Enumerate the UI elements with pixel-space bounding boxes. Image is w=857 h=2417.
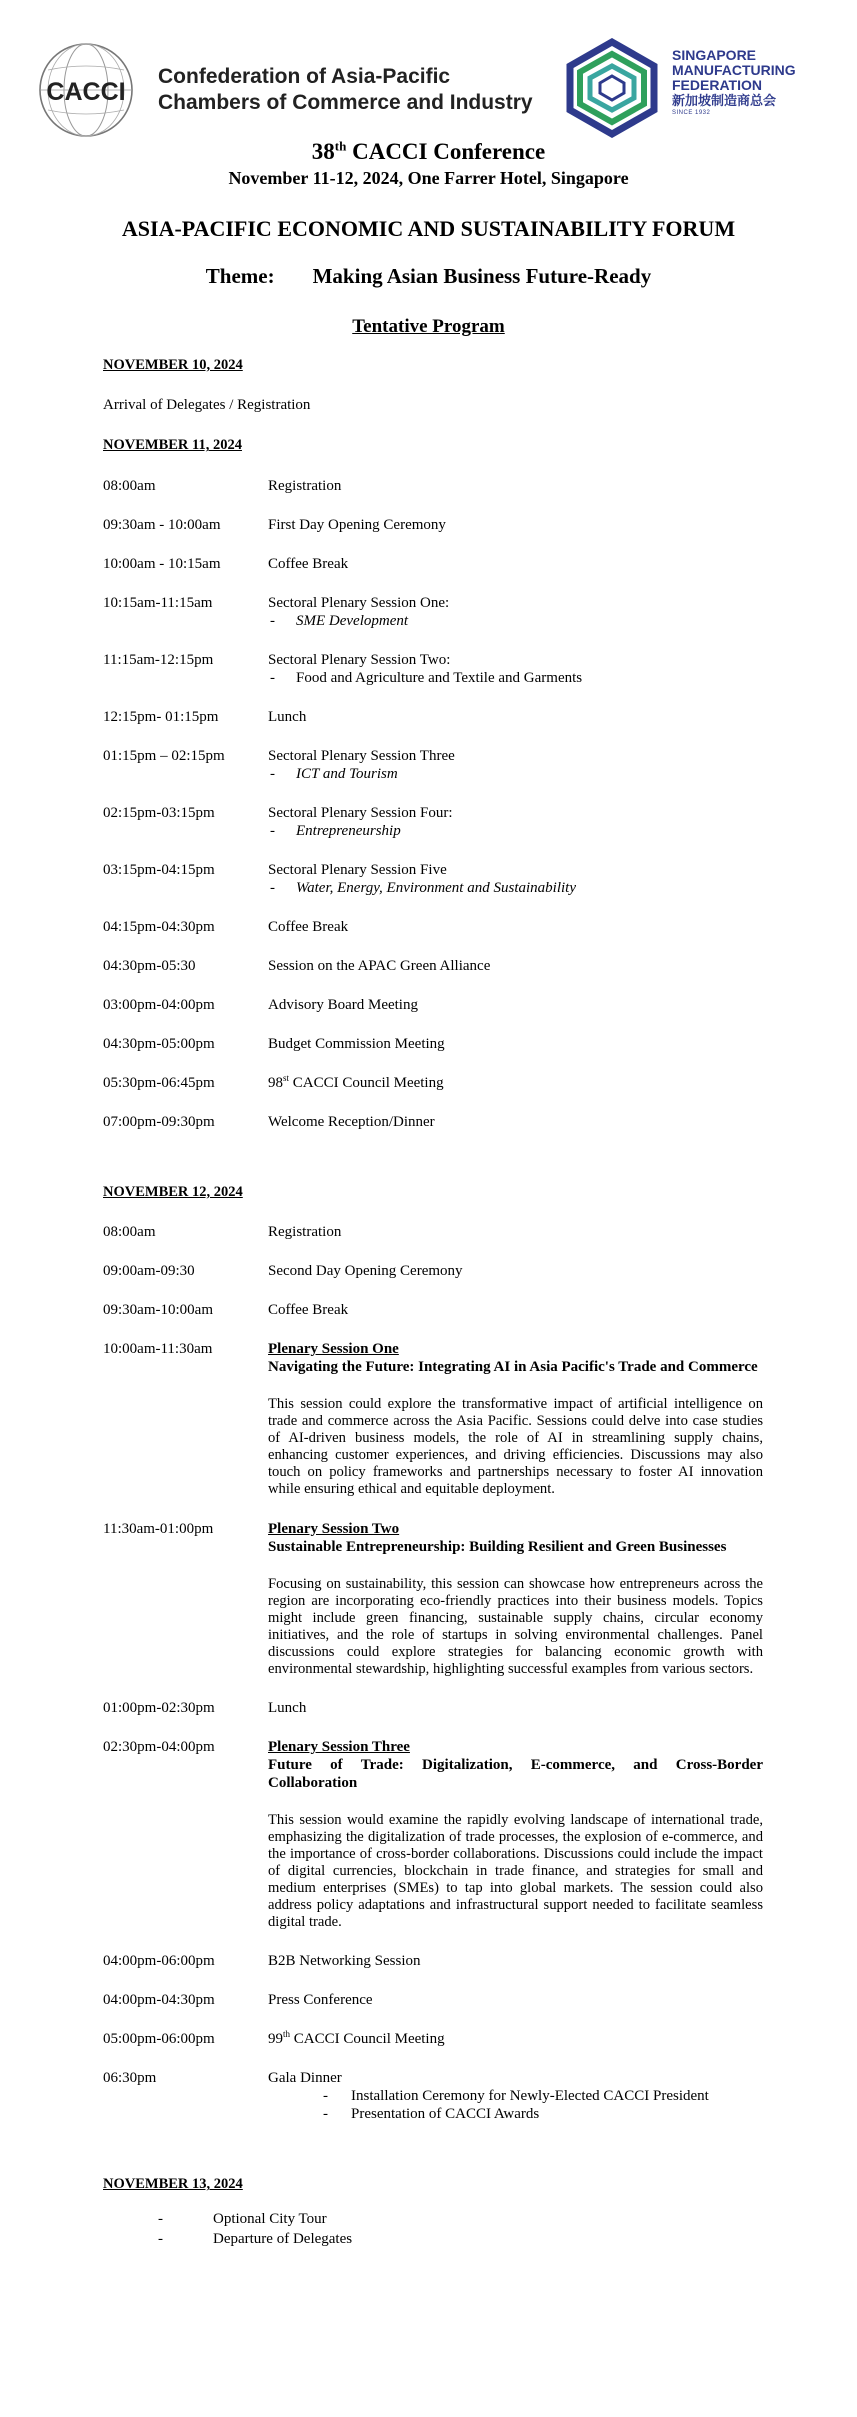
arrival-text: Arrival of Delegates / Registration: [103, 397, 311, 414]
list-item: - Optional City Tour: [158, 2210, 327, 2227]
row-event: Coffee Break: [268, 918, 349, 935]
schedule-row: [103, 918, 763, 936]
row-time: 03:15pm-04:15pm: [103, 861, 215, 878]
theme-label: Theme:: [205, 264, 275, 288]
row-time: 11:30am-01:00pm: [103, 1520, 214, 1537]
forum-title: ASIA-PACIFIC ECONOMIC AND SUSTAINABILITY FORUM: [121, 216, 736, 241]
row-event: First Day Opening Ceremony: [268, 516, 446, 533]
tentative-program-heading: Tentative Program: [352, 316, 505, 337]
row-event: 99th CACCI Council Meeting: [268, 2029, 445, 2048]
schedule-row: [103, 651, 763, 687]
cacci-logo-text: CACCI: [46, 78, 126, 106]
row-event: Welcome Reception/Dinner: [268, 1113, 435, 1130]
row-time: 02:30pm-04:00pm: [103, 1738, 215, 1755]
schedule-row: [103, 996, 763, 1014]
row-subitem: - Water, Energy, Environment and Sustainability: [270, 879, 576, 896]
schedule-row: [103, 1223, 763, 1241]
schedule-row: [103, 747, 763, 783]
schedule-row: [103, 555, 763, 573]
smf-hexagon-logo: [560, 38, 664, 138]
row-event: Registration: [268, 477, 342, 494]
row-subitem: - Entrepreneurship: [270, 822, 401, 839]
row-event: Sectoral Plenary Session Five: [268, 861, 447, 878]
header: [0, 34, 857, 144]
conference-title-rest: CACCI Conference: [346, 139, 546, 164]
smf-line-1: SINGAPORE: [672, 47, 757, 63]
subitem-text: Water, Energy, Environment and Sustainability: [296, 879, 576, 896]
row-event: Budget Commission Meeting: [268, 1035, 445, 1052]
row-time: 10:15am-11:15am: [103, 594, 213, 611]
schedule-row: [103, 477, 763, 495]
schedule-row: [103, 2030, 763, 2048]
org-line-2: Chambers of Commerce and Industry: [158, 91, 533, 114]
row-time: 10:00am-11:30am: [103, 1341, 213, 1358]
plenary-title: Plenary Session Two: [268, 1520, 400, 1537]
schedule-row: [103, 708, 763, 726]
row-event: Sectoral Plenary Session Three: [268, 747, 455, 764]
row-time: 04:00pm-06:00pm: [103, 1953, 215, 1970]
row-time: 07:00pm-09:30pm: [103, 1113, 215, 1130]
row-time: 09:30am-10:00am: [103, 1302, 213, 1319]
gala-subitems: [268, 2087, 763, 2123]
row-time: 11:15am-12:15pm: [103, 651, 214, 668]
row-event: B2B Networking Session: [268, 1953, 421, 1970]
gala-subitem: - Presentation of CACCI Awards: [323, 2106, 540, 2123]
schedule-row: [103, 1074, 763, 1092]
list-item: - Departure of Delegates: [158, 2230, 353, 2247]
smf-chinese-name: 新加坡制造商总会: [672, 93, 777, 108]
row-event: Sectoral Plenary Session Two:: [268, 651, 451, 668]
theme-text: Making Asian Business Future-Ready: [312, 264, 652, 288]
schedule-row: [103, 861, 763, 897]
plenary-description: This session would examine the rapidly evolving landscape of international trade, emphasizing the digitalization of trade processes, the explosion of e-commerce, and the importance of cross-border collaborations. Discussions could include the impact of digital currencies, blockchain in trade finance, and strategies for small and medium enterprises (SMEs) to tap into global markets. The session could also address policy adaptations and infrastructural support needed to facilitate seamless digital trade.: [268, 1811, 763, 1931]
plenary-session-row: [103, 1520, 763, 1678]
subitem-text: Entrepreneurship: [296, 822, 401, 839]
plenary-title: Plenary Session Three: [268, 1738, 410, 1755]
row-time: 04:15pm-04:30pm: [103, 918, 215, 935]
row-event: Coffee Break: [268, 555, 349, 572]
row-time: 04:30pm-05:30: [103, 957, 196, 974]
schedule-row: [103, 1699, 763, 1717]
nov-13-items: [103, 2210, 763, 2248]
day-heading-nov-11: NOVEMBER 11, 2024: [103, 437, 242, 454]
row-event: Coffee Break: [268, 1302, 349, 1319]
org-line-1: Confederation of Asia-Pacific: [158, 65, 451, 88]
theme-line: [0, 264, 857, 289]
gala-row: [103, 2069, 763, 2123]
schedule-row: [103, 1113, 763, 1131]
plenary-session-row: [103, 1738, 763, 1931]
row-event: Session on the APAC Green Alliance: [268, 957, 491, 974]
row-time: 04:00pm-04:30pm: [103, 1992, 215, 2009]
row-subitem: - SME Development: [270, 612, 409, 629]
smf-line-3: FEDERATION: [672, 77, 762, 93]
row-time: 09:30am - 10:00am: [103, 516, 221, 533]
row-event: Advisory Board Meeting: [268, 996, 418, 1013]
row-event: Sectoral Plenary Session One:: [268, 594, 450, 611]
row-time: 09:00am-09:30: [103, 1263, 195, 1280]
gala-subitem: - Installation Ceremony for Newly-Elected CACCI President: [323, 2088, 709, 2105]
smf-wordmark: [672, 48, 796, 118]
schedule-row: [103, 516, 763, 534]
row-event: Press Conference: [268, 1992, 373, 2009]
day-heading-nov-13: NOVEMBER 13, 2024: [103, 2176, 243, 2193]
row-time: 01:00pm-02:30pm: [103, 1699, 215, 1716]
row-time: 12:15pm- 01:15pm: [103, 708, 219, 725]
row-subitem: - Food and Agriculture and Textile and Garments: [270, 669, 583, 686]
subitem-text: ICT and Tourism: [296, 765, 398, 782]
schedule-row: [103, 1991, 763, 2009]
row-time: 08:00am: [103, 1224, 156, 1241]
plenary-subtitle: Sustainable Entrepreneurship: Building Resilient and Green Businesses: [268, 1538, 727, 1555]
row-event: Registration: [268, 1224, 342, 1241]
row-time: 03:00pm-04:00pm: [103, 996, 215, 1013]
plenary-session-row: [103, 1340, 763, 1498]
day-heading-nov-10: NOVEMBER 10, 2024: [103, 357, 243, 373]
schedule-row: [103, 1952, 763, 1970]
row-event: Gala Dinner: [268, 2070, 342, 2087]
plenary-description: This session could explore the transformative impact of artificial intelligence on trade and commerce across the Asia Pacific. Sessions could delve into case studies of AI-driven business models, the role of AI in streamlining supply chains, enhancing customer experiences, and driving efficiencies. Discussions may also touch on policy frameworks and partnerships necessary to foster AI innovation while ensuring ethical and equitable deployment.: [268, 1396, 763, 1498]
subitem-text: Food and Agriculture and Textile and Garments: [296, 669, 583, 686]
plenary-subtitle: Navigating the Future: Integrating AI in Asia Pacific's Trade and Commerce: [268, 1359, 758, 1376]
subitem-text: SME Development: [296, 612, 409, 629]
row-event: Second Day Opening Ceremony: [268, 1263, 463, 1280]
schedule-row: [103, 1301, 763, 1319]
row-time: 01:15pm – 02:15pm: [103, 747, 225, 764]
smf-line-2: MANUFACTURING: [672, 62, 796, 78]
plenary-subtitle: Future of Trade: Digitalization, E-commerce, and Cross-Border Collaboration: [268, 1756, 763, 1791]
plenary-title: Plenary Session One: [268, 1341, 399, 1358]
row-time: 08:00am: [103, 477, 156, 494]
row-time: 04:30pm-05:00pm: [103, 1035, 215, 1052]
day-heading-nov-12: NOVEMBER 12, 2024: [103, 1183, 243, 1200]
plenary-description: Focusing on sustainability, this session can showcase how entrepreneurs across the region are incorporating eco-friendly practices into their business models. Topics might include green financing, sustainable supply chains, circular economy initiatives, and the role of startups in solving environmental challenges. Panel discussions could explore strategies for balancing economic growth with environmental stewardship, highlighting successful examples from various sectors.: [268, 1575, 763, 1677]
schedule-row: [103, 1262, 763, 1280]
schedule-row: [103, 1035, 763, 1053]
organization-name: [158, 64, 533, 116]
schedule-row: [103, 804, 763, 840]
row-time: 02:15pm-03:15pm: [103, 804, 215, 821]
conference-ordinal: th: [334, 138, 347, 154]
row-time: 05:30pm-06:45pm: [103, 1074, 215, 1091]
row-time: 06:30pm: [103, 2070, 157, 2087]
row-event: Sectoral Plenary Session Four:: [268, 804, 453, 821]
conference-title: [0, 138, 857, 166]
smf-since: SINCE 1932: [672, 110, 711, 116]
cacci-globe-logo: [36, 40, 136, 140]
row-event: Lunch: [268, 1699, 307, 1716]
row-time: 05:00pm-06:00pm: [103, 2031, 215, 2048]
conference-number: 38: [311, 139, 335, 164]
row-event: Lunch: [268, 708, 307, 725]
row-event: 98st CACCI Council Meeting: [268, 1072, 444, 1091]
row-subitem: - ICT and Tourism: [270, 765, 398, 782]
row-time: 10:00am - 10:15am: [103, 555, 221, 572]
program-body: [103, 357, 763, 2250]
schedule-row: [103, 594, 763, 630]
conference-date-venue: November 11-12, 2024, One Farrer Hotel, Singapore: [228, 168, 629, 188]
schedule-row: [103, 957, 763, 975]
